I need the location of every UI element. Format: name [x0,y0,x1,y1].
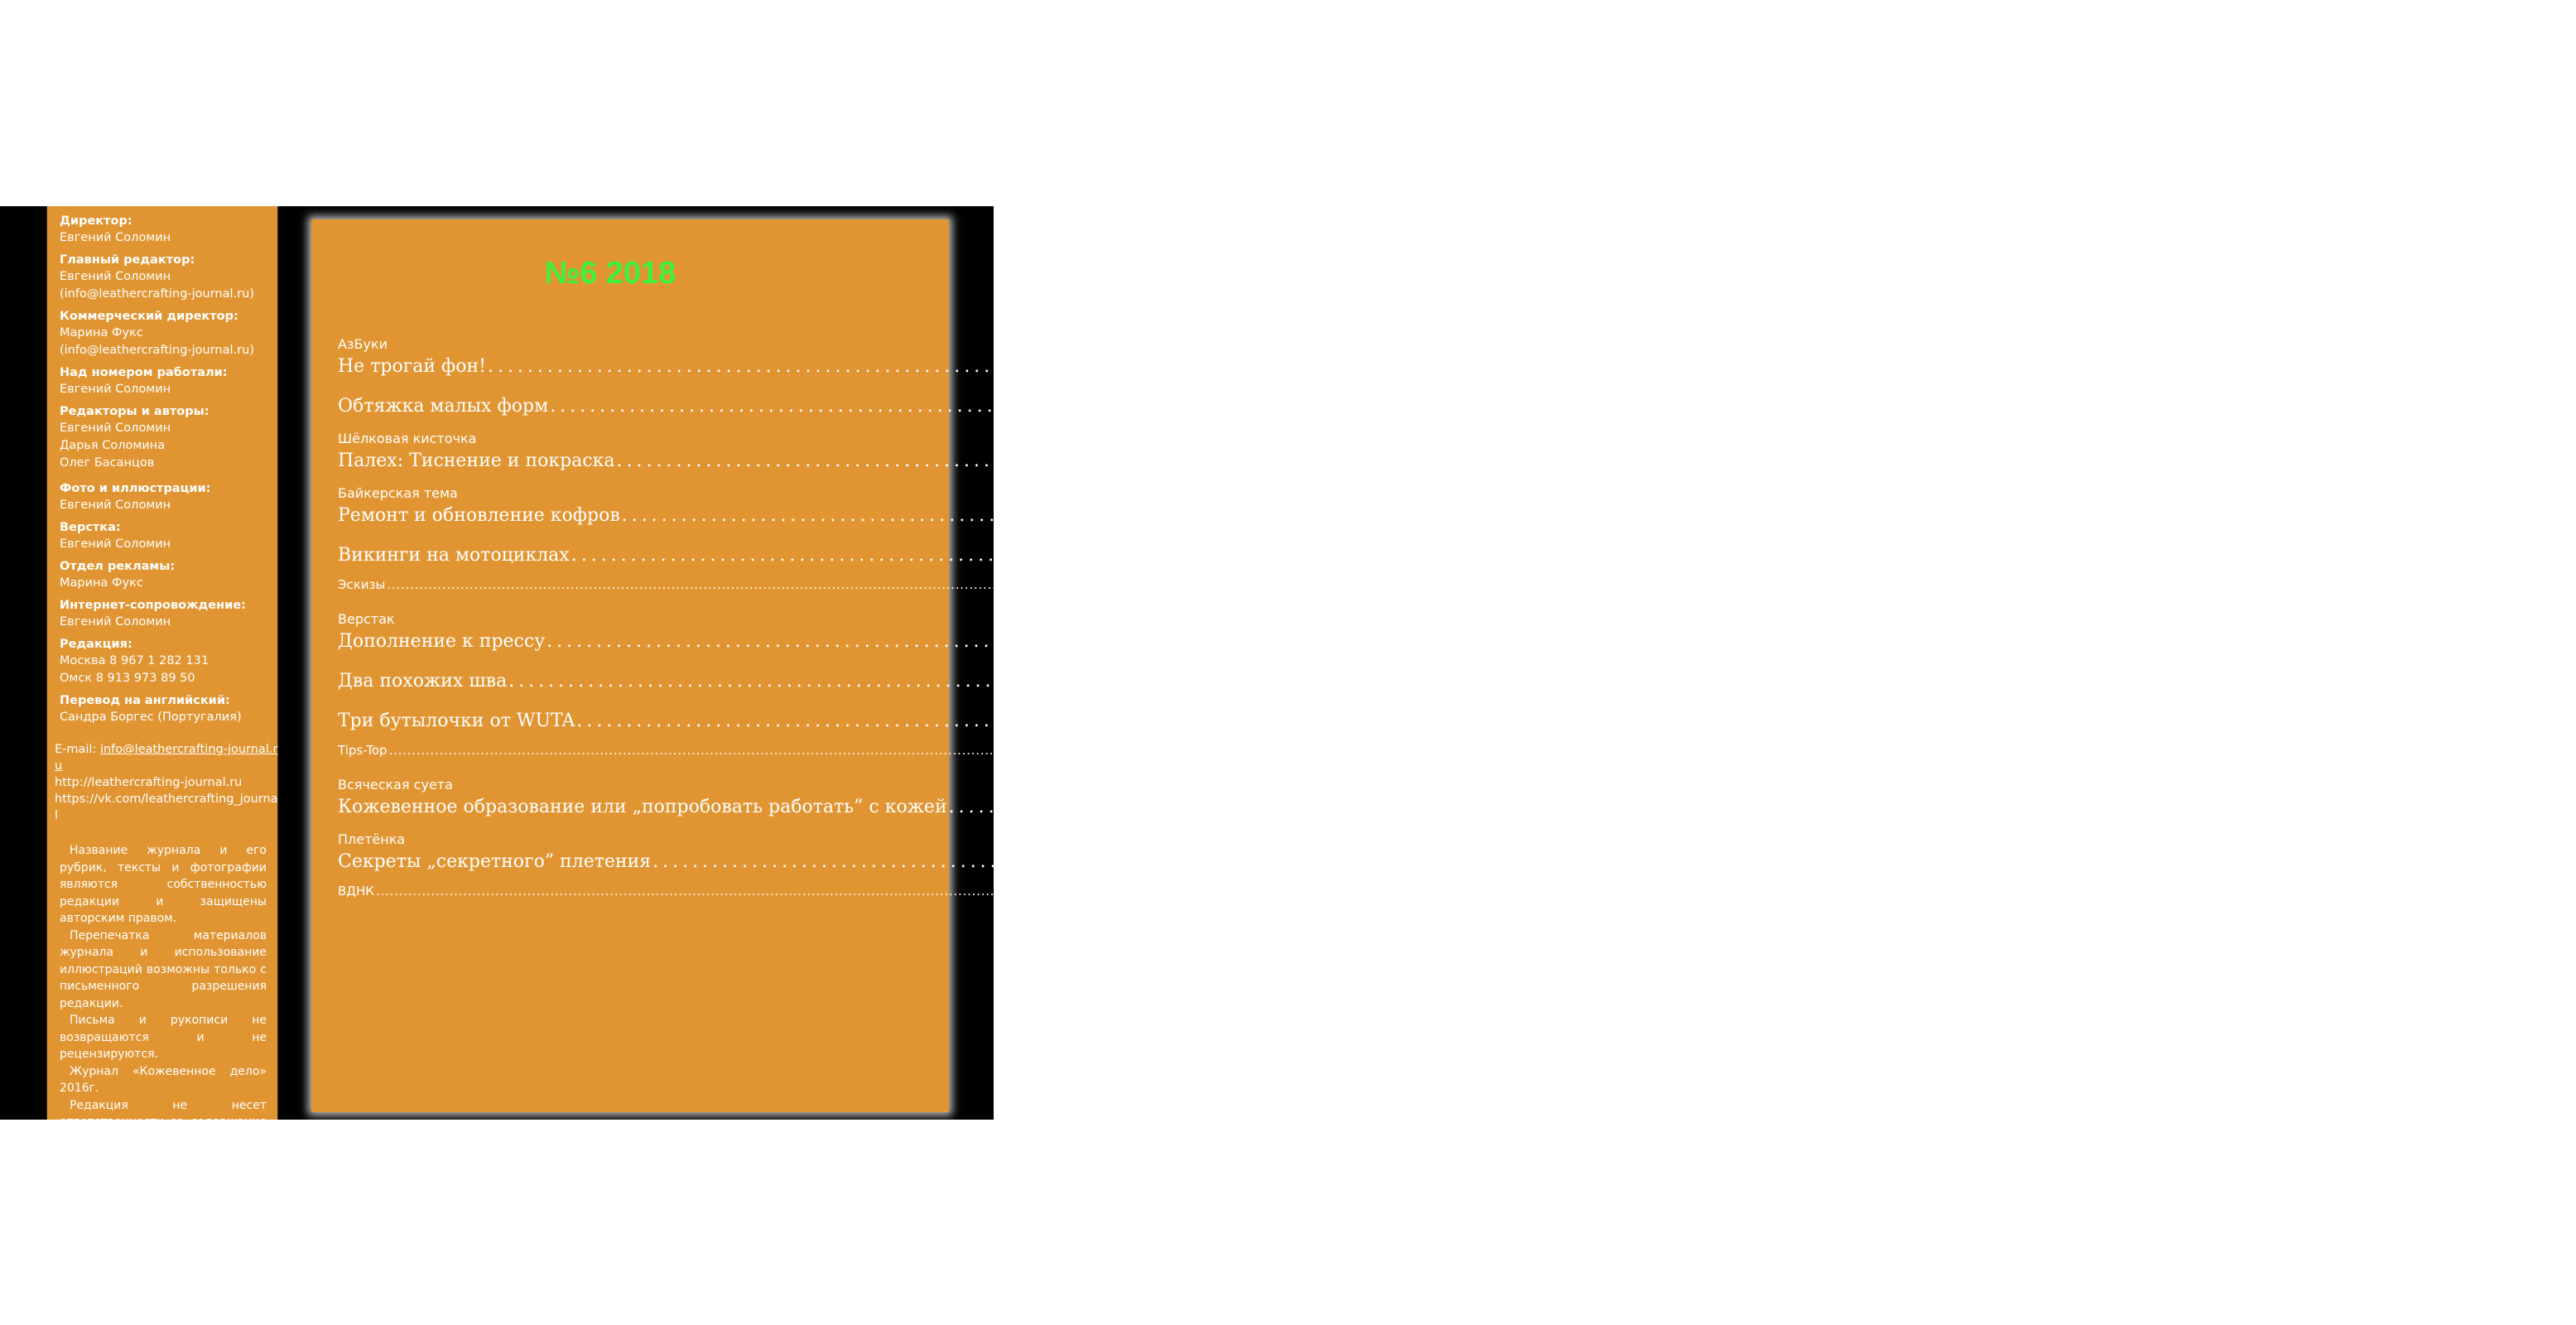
toc-leader-dots [374,882,1118,900]
credit-advertising [60,558,277,592]
credit-value: (info@leathercrafting-journal.ru) [60,287,254,301]
credit-value: Олег Басанцов [60,456,155,470]
toc-entry-title: Ремонт и обновление кофров [338,505,620,526]
credit-issue-team [60,364,277,398]
site-link[interactable]: http://leathercrafting-journal.ru [55,776,243,789]
toc-entry-title: Секреты „секретного” плетения [338,851,652,872]
contacts-block [55,741,278,824]
toc-entry[interactable] [338,354,2104,380]
table-of-contents [338,335,2576,900]
toc-entry-page: 51 [2150,631,2174,652]
section-heading: Всяческая суета [338,777,453,793]
toc-entry-title: Палех: Тиснение и покраска [338,450,615,471]
toc-entry[interactable] [338,542,2199,569]
toc-entry-page: 54 [2113,671,2136,691]
section-heading: Байкерская тема [338,485,458,501]
credit-chief-editor [60,252,277,303]
toc-leader-dots [507,668,2113,695]
credit-value: Марина Фукс [60,326,143,340]
credit-value: Москва 8 967 1 282 131 [60,654,209,667]
credit-value: Евгений Соломин [60,422,171,435]
credit-internet [60,597,277,631]
credit-value: Омск 8 913 973 89 50 [60,672,195,685]
toc-entry-page: 26 [2175,545,2199,566]
toc-leader-dots [620,503,2227,529]
masthead-column [46,206,278,1146]
toc-entry-title: Tips-Top [338,743,388,758]
magazine-spread [0,206,2576,1146]
toc-leader-dots [615,448,2222,475]
credit-value: Дарья Соломина [60,439,166,452]
toc-entry-title: Кожевенное образование или „попробовать работать” с кожей [338,797,947,817]
issue-number: №6 2018 [544,256,677,291]
vk-link[interactable]: https://vk.com/leathercrafting_journal [55,793,278,822]
toc-leader-dots [575,708,2181,735]
toc-entry-title: Три бутылочки от WUTA [338,711,575,731]
credit-value: (info@leathercrafting-journal.ru) [60,344,254,357]
credit-translation [60,692,277,726]
toc-entry[interactable] [338,448,2245,475]
toc-entry-title: Обтяжка малых форм [338,396,549,417]
legal-paragraph: Журнал «Кожевенное дело» 2016г. [60,1064,267,1095]
legal-paragraph: Редакция не несет ответственности за содержание рекламных материалов. [60,1098,267,1146]
credit-value: Евгений Соломин [60,383,171,396]
credit-value: Евгений Соломин [60,537,171,551]
section-heading: Плетёнка [338,831,406,847]
toc-entry-page: 68 [1118,884,1134,899]
credit-office [60,636,277,687]
credit-label: Над номером работали: [60,366,228,379]
credit-label: Перевод на английский: [60,694,230,707]
toc-entry[interactable] [338,576,1145,594]
toc-entry[interactable] [338,741,1147,759]
section-heading: АзБуки [338,336,388,352]
credit-layout [60,519,277,553]
toc-entry-page: 19 [2226,505,2250,526]
toc-entry-title: Дополнение к прессу [338,631,546,652]
email-line [55,741,278,774]
toc-leader-dots [545,629,2151,655]
credit-value: Евгений Соломин [60,231,171,244]
toc-leader-dots [651,849,2257,875]
toc-leader-dots [388,741,1131,759]
toc-entry-title: ВДНК [338,884,374,899]
toc-entry-title: Два похожих шва [338,671,508,691]
legal-paragraph: Письма и рукописи не возвращаются и не рецензируются. [60,1014,267,1061]
credit-label: Редакция: [60,638,132,651]
toc-entry-page: 59 [1130,743,1147,758]
legal-paragraph: Перепечатка материалов журнала и использование иллюстраций возможны только с письменного разрешения редакции. [60,928,267,1010]
email-link[interactable]: info@leathercrafting-journal.ru [55,743,278,773]
credit-label: Директор: [60,214,132,228]
toc-entry[interactable] [338,503,2250,529]
toc-entry-title: Не трогай фон! [338,356,486,377]
section-heading: Верстак [338,611,395,627]
credit-label: Фото и иллюстрации: [60,482,211,495]
legal-notice [60,842,267,1148]
toc-leader-dots [385,576,1129,594]
toc-entry-page: 10 [2221,450,2245,471]
toc-entry-page: 6 [2155,396,2166,417]
toc-entry-page: 60 [2553,797,2576,817]
toc-leader-dots [548,393,2155,420]
toc-entry-title: Эскизы [338,577,386,592]
legal-paragraph: Название журнала и его рубрик, тексты и фотографии являются собственностью редакции и защищены авторским правом. [60,844,267,925]
toc-entry[interactable] [338,393,2166,420]
credit-value: Евгений Соломин [60,499,171,512]
toc-entry-page: 56 [2181,711,2205,731]
credit-editors-authors [60,403,277,472]
credit-label: Интернет-сопровождение: [60,599,246,612]
toc-entry-page: 63 [2256,851,2280,872]
credit-label: Редакторы и авторы: [60,405,209,418]
toc-entry-page: 4 [2092,356,2104,377]
credit-director [60,213,277,247]
toc-leader-dots [570,542,2176,569]
credit-value: Евгений Соломин [60,270,171,283]
toc-entry-title: Викинги на мотоциклах [338,545,570,566]
toc-entry-page: 35 [1129,577,1145,592]
credit-label: Верстка: [60,521,121,534]
credit-value: Евгений Соломин [60,615,171,629]
contents-panel [311,219,2576,1112]
credit-value: Сандра Боргес (Португалия) [60,711,242,724]
credit-value: Марина Фукс [60,576,143,590]
toc-entry[interactable] [338,882,1134,900]
toc-leader-dots [947,794,2554,821]
section-heading: Шёлковая кисточка [338,431,477,446]
toc-entry[interactable] [338,849,2280,875]
toc-entry[interactable] [338,629,2174,655]
credit-commercial-director [60,308,277,359]
toc-entry[interactable] [338,708,2205,735]
toc-entry[interactable] [338,794,2576,821]
credit-label: Отдел рекламы: [60,560,176,573]
credit-label: Коммерческий директор: [60,310,238,323]
credit-photo [60,480,277,514]
toc-entry[interactable] [338,668,2136,695]
email-label: E-mail: [55,743,100,756]
credit-label: Главный редактор: [60,253,195,267]
toc-leader-dots [486,354,2092,380]
